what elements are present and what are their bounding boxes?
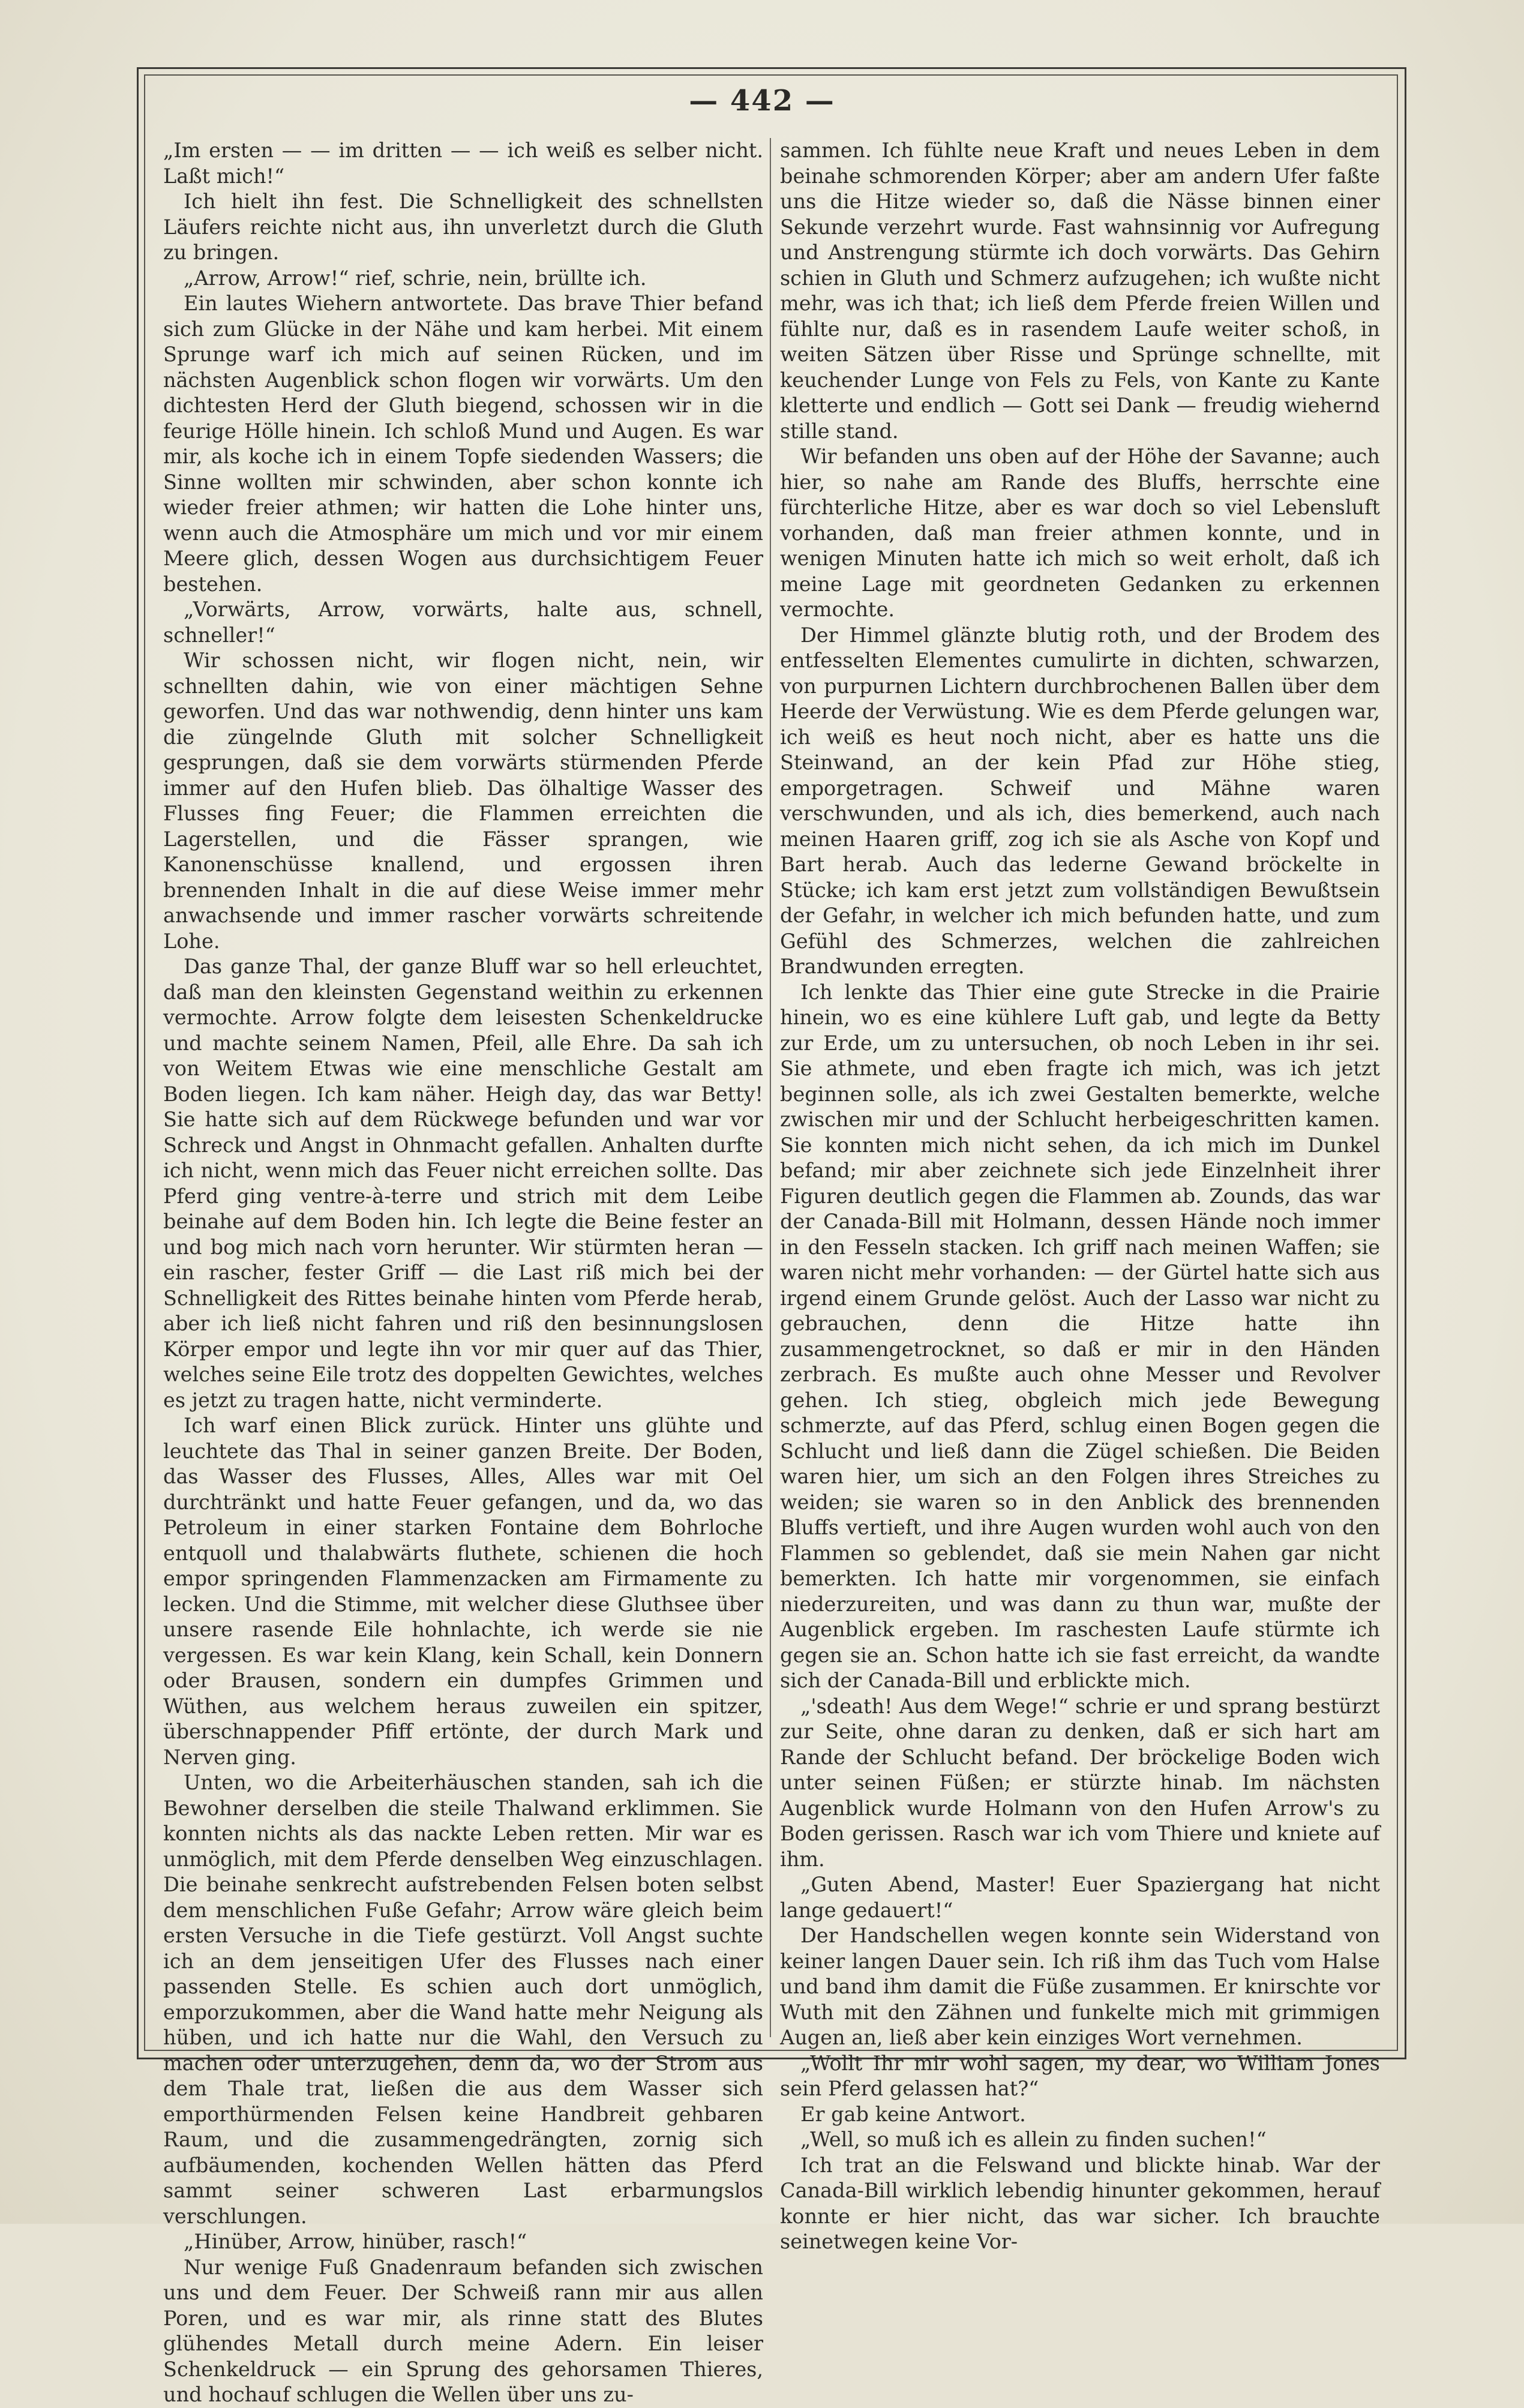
paragraph: „Im ersten — — im dritten — — ich weiß es selber nicht. Laßt mich!“ — [163, 139, 763, 188]
right-text-column — [780, 138, 1380, 2253]
page-number: — 442 — — [689, 84, 835, 118]
paragraph: Unten, wo die Arbeiterhäuschen standen, sah ich die Bewohner derselben die steile Thalwand erklimmen. Sie konnten nichts als das nackte Leben retten. Mir war es unmöglich, mit dem Pferde denselben Weg einzuschlagen. Die beinahe senkrecht aufstrebenden Felsen boten selbst dem menschlichen Fuße Gefahr; Arrow wäre gleich beim ersten Versuche in die Tiefe gestürzt. Voll Angst suchte ich an dem jenseitigen Ufer des Flusses nach einer passenden Stelle. Es schien auch dort unmöglich, emporzukommen, aber die Wand hatte mehr Neigung als hüben, und ich hatte nur die Wahl, den Versuch zu machen oder unterzugehen, denn da, wo der Strom aus dem Thale trat, ließen die aus dem Wasser sich emporthürmenden Felsen keine Handbreit gehbaren Raum, und die zusammengedrängten, zornig sich aufbäumenden, kochenden Wellen hätten das Pferd sammt seiner schweren Last erbarmungslos verschlungen. — [163, 1771, 763, 2228]
paragraph: „Wollt Ihr mir wohl sagen, my dear, wo William Jones sein Pferd gelassen hat?“ — [780, 2051, 1380, 2100]
paragraph: Der Himmel glänzte blutig roth, und der Brodem des entfesselten Elementes cumulirte in dichten, schwarzen, von purpurnen Lichtern durchbrochenen Ballen über dem Heerde der Verwüstung. Wie es dem Pferde gelungen war, ich weiß es heut noch nicht, aber es hatte uns die Steinwand, an der kein Pfad zur Höhe stieg, emporgetragen. Schweif und Mähne waren verschwunden, und als ich, dies bemerkend, auch nach meinen Haaren griff, zog ich sie als Asche von Kopf und Bart herab. Auch das lederne Gewand bröckelte in Stücke; ich kam erst jetzt zum vollständigen Bewußtsein der Gefahr, in welcher ich mich befunden hatte, und zum Gefühl des Schmerzes, welchen die zahlreichen Brandwunden erregten. — [780, 623, 1380, 978]
paragraph: Ein lautes Wiehern antwortete. Das brave Thier befand sich zum Glücke in der Nähe und kam herbei. Mit einem Sprunge warf ich mich auf seinen Rücken, und im nächsten Augenblick schon flogen wir vorwärts. Um den dichtesten Herd der Gluth biegend, schossen wir in die feurige Hölle hinein. Ich schloß Mund und Augen. Es war mir, als koche ich in einem Topfe siedenden Wassers; die Sinne wollten mir schwinden, aber schon konnte ich wieder freier athmen; wir hatten die Lohe hinter uns, wenn auch die Atmosphäre um mich und vor mir einem Meere glich, dessen Wogen aus durchsichtigem Feuer bestehen. — [163, 292, 763, 596]
left-text-column — [163, 138, 763, 2406]
paragraph: „Well, so muß ich es allein zu finden suchen!“ — [800, 2128, 1267, 2151]
column-divider — [770, 138, 771, 2037]
paragraph: Ich trat an die Felswand und blickte hinab. War der Canada-Bill wirklich lebendig hinunter gekommen, herauf konnte er hier nicht, das war sicher. Ich brauchte seinetwegen keine Vor- — [780, 2153, 1380, 2253]
paragraph: Ich hielt ihn fest. Die Schnelligkeit des schnellsten Läufers reichte nicht aus, ihn unverletzt durch die Gluth zu bringen. — [163, 190, 763, 264]
paragraph: „Arrow, Arrow!“ rief, schrie, nein, brüllte ich. — [184, 266, 647, 290]
paragraph: Ich lenkte das Thier eine gute Strecke in die Prairie hinein, wo es eine kühlere Luft gab, und legte da Betty zur Erde, um zu untersuchen, ob noch Leben in ihr sei. Sie athmete, und eben fragte ich mich, was ich jetzt beginnen solle, als ich zwei Gestalten bemerkte, welche zwischen mir und der Schlucht herbeigeschritten kamen. Sie konnten mich nicht sehen, da ich mich im Dunkel befand; mir aber zeichnete sich jede Einzelnheit ihrer Figuren deutlich gegen die Flammen ab. Zounds, das war der Canada-Bill mit Holmann, dessen Hände noch immer in den Fesseln stacken. Ich griff nach meinen Waffen; sie waren nicht mehr vorhanden: — der Gürtel hatte sich aus irgend einem Grunde gelöst. Auch der Lasso war nicht zu gebrauchen, denn die Hitze hatte ihn zusammengetrocknet, so daß er mir in den Händen zerbrach. Es mußte auch ohne Messer und Revolver gehen. Ich stieg, obgleich mich jede Bewegung schmerzte, auf das Pferd, schlug einen Bogen gegen die Schlucht und ließ dann die Zügel schießen. Die Beiden waren hier, um sich an den Folgen ihres Streiches zu weiden; sie waren so in den Anblick des brennenden Bluffs vertieft, und ihre Augen wurden wohl auch von den Flammen so geblendet, daß sie mein Nahen gar nicht bemerkten. Ich hatte mir vorgenommen, sie einfach niederzureiten, und was dann zu thun war, mußte der Augenblick ergeben. Im raschesten Laufe stürmte ich gegen sie an. Schon hatte ich sie fast erreicht, da wandte sich der Canada-Bill und erblickte mich. — [780, 980, 1380, 1692]
paragraph: Der Handschellen wegen konnte sein Widerstand von keiner langen Dauer sein. Ich riß ihm das Tuch vom Halse und band ihm damit die Füße zusammen. Er knirschte vor Wuth mit den Zähnen und funkelte mich mit grimmigen Augen an, ließ aber kein einziges Wort vernehmen. — [780, 1924, 1380, 2049]
paragraph: Wir schossen nicht, wir flogen nicht, nein, wir schnellten dahin, wie von einer mächtigen Sehne geworfen. Und das war nothwendig, denn hinter uns kam die züngelnde Gluth mit solcher Schnelligkeit gesprungen, daß sie dem vorwärts stürmenden Pferde immer auf den Hufen blieb. Das ölhaltige Wasser des Flusses fing Feuer; die Flammen erreichten die Lagerstellen, und die Fässer sprangen, wie Kanonenschüsse knallend, und ergossen ihren brennenden Inhalt in die auf diese Weise immer mehr anwachsende und immer rascher vorwärts schreitende Lohe. — [163, 649, 763, 953]
paragraph: Das ganze Thal, der ganze Bluff war so hell erleuchtet, daß man den kleinsten Gegenstand weithin zu erkennen vermochte. Arrow folgte dem leisesten Schenkeldrucke und machte seinem Namen, Pfeil, alle Ehre. Da sah ich von Weitem Etwas wie eine menschliche Gestalt am Boden liegen. Ich kam näher. Heigh day, das war Betty! Sie hatte sich auf dem Rückwege befunden und war vor Schreck und Angst in Ohnmacht gefallen. Anhalten durfte ich nicht, wenn mich das Feuer nicht erreichen sollte. Das Pferd ging ventre-à-terre und strich mit dem Leibe beinahe auf dem Boden hin. Ich legte die Beine fester an und bog mich nach vorn herunter. Wir stürmten heran — ein rascher, fester Griff — die Last riß mich bei der Schnelligkeit des Rittes beinahe hinten vom Pferde herab, aber ich ließ nicht fahren und riß den besinnungslosen Körper empor und legte ihn vor mir quer auf das Thier, welches seine Eile trotz des doppelten Gewichtes, welches es jetzt zu tragen hatte, nicht verminderte. — [163, 955, 763, 1412]
paragraph: Nur wenige Fuß Gnadenraum befanden sich zwischen uns und dem Feuer. Der Schweiß rann mir aus allen Poren, und es war mir, als rinne statt des Blutes glühendes Metall durch meine Adern. Ein leiser Schenkeldruck — ein Sprung des gehorsamen Thieres, und hochauf schlugen die Wellen über uns zu- — [163, 2255, 763, 2406]
paragraph: „Hinüber, Arrow, hinüber, rasch!“ — [184, 2230, 527, 2253]
paragraph: „Guten Abend, Master! Euer Spaziergang hat nicht lange gedauert!“ — [780, 1873, 1380, 1922]
paragraph: „Vorwärts, Arrow, vorwärts, halte aus, schnell, schneller!“ — [163, 598, 763, 647]
paragraph: Wir befanden uns oben auf der Höhe der Savanne; auch hier, so nahe am Rande des Bluffs, herrschte eine fürchterliche Hitze, aber es war doch so viel Lebensluft vorhanden, daß man freier athmen konnte, und in wenigen Minuten hatte ich mich so weit erholt, daß ich meine Lage mit geordneten Gedanken zu erkennen vermochte. — [780, 445, 1380, 621]
paragraph: „'sdeath! Aus dem Wege!“ schrie er und sprang bestürzt zur Seite, ohne daran zu denken, daß er sich hart am Rande der Schlucht befand. Der bröckelige Boden wich unter seinen Füßen; er stürzte hinab. Im nächsten Augenblick wurde Holmann von den Hufen Arrow's zu Boden gerissen. Rasch war ich vom Thiere und kniete auf ihm. — [780, 1694, 1380, 1871]
paragraph: sammen. Ich fühlte neue Kraft und neues Leben in dem beinahe schmorenden Körper; aber am andern Ufer faßte uns die Hitze wieder so, daß die Nässe binnen einer Sekunde verzehrt wurde. Fast wahnsinnig vor Aufregung und Anstrengung stürmte ich doch vorwärts. Das Gehirn schien in Gluth und Schmerz aufzugehen; ich wußte nicht mehr, was ich that; ich ließ dem Pferde freien Willen und fühlte nur, daß es in rasendem Laufe weiter schoß, in weiten Sätzen über Risse und Sprünge schnellte, mit keuchender Lunge von Fels zu Fels, von Kante zu Kante kletterte und endlich — Gott sei Dank — freudig wiehernd stille stand. — [780, 139, 1380, 443]
paragraph: Ich warf einen Blick zurück. Hinter uns glühte und leuchtete das Thal in seiner ganzen Breite. Der Boden, das Wasser des Flusses, Alles, Alles war mit Oel durchtränkt und hatte Feuer gefangen, und da, wo das Petroleum in einer starken Fontaine dem Bohrloche entquoll und thalabwärts fluthete, schienen die hoch empor springenden Flammenzacken am Firmamente zu lecken. Und die Stimme, mit welcher diese Gluthsee über unsere rasende Eile hohnlachte, ich werde sie nie vergessen. Es war kein Klang, kein Schall, kein Donnern oder Brausen, sondern ein dumpfes Grimmen und Wüthen, aus welchem heraus zuweilen ein spitzer, überschnappender Pfiff ertönte, der durch Mark und Nerven ging. — [163, 1414, 763, 1769]
paragraph: Er gab keine Antwort. — [800, 2102, 1026, 2126]
